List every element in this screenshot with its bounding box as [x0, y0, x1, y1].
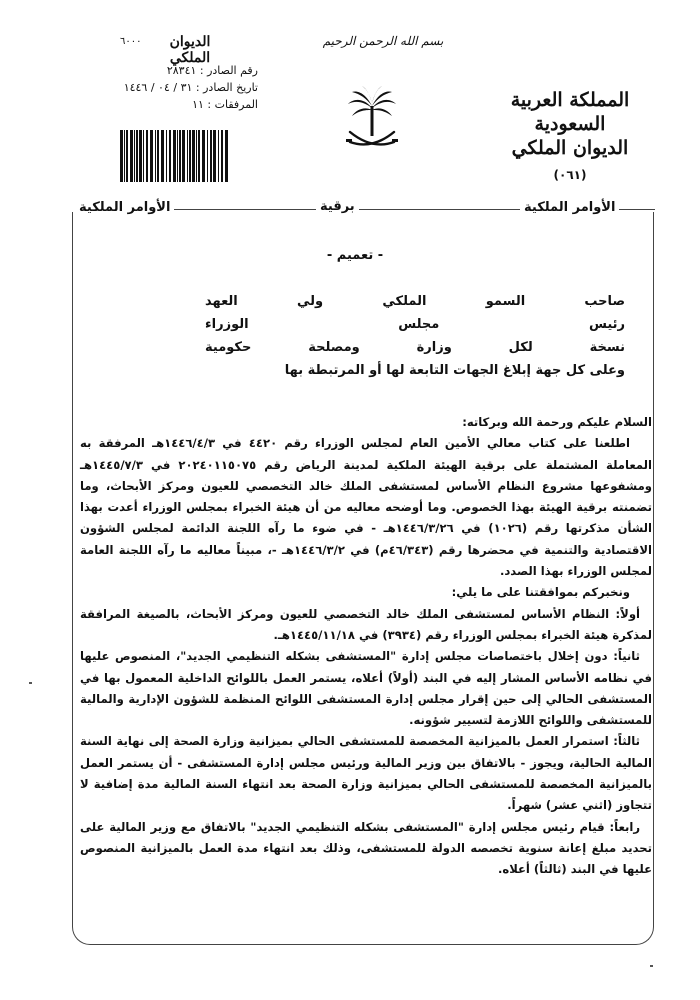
- office-code: (٠٦١): [553, 168, 587, 182]
- top-number: ٦٠٠٠: [120, 36, 142, 47]
- outgoing-date: تاريخ الصادر : ٣١ / ٠٤ / ١٤٤٦: [123, 81, 258, 94]
- recipient-line: وعلى كل جهة إبلاغ الجهات التابعة لها أو المرتبطة بها: [284, 363, 625, 378]
- saudi-emblem-icon: [342, 84, 402, 154]
- recipient-line: نسخة لكل وزارة ومصلحة حكومية: [205, 340, 625, 355]
- scan-mark: [650, 965, 653, 967]
- letter-body: [80, 412, 652, 881]
- document-meta: [118, 62, 258, 113]
- clause-4: رابعاً: قيام رئيس مجلس إدارة "المستشفى بشكله التنظيمي الجديد" بالاتفاق مع وزير المالية على تحديد مبلغ إعانة سنوية تخصصه الدولة للمستشفى، وذلك بعد انتهاء مدة العمل بالميزانية المنصوص عليها في البند (ثالثاً) أعلاه.: [80, 819, 652, 877]
- greeting: السلام عليكم ورحمة الله وبركاته:: [462, 415, 652, 429]
- clause-2: ثانياً: دون إخلال باختصاصات مجلس إدارة "المستشفى بشكله التنظيمي الجديد"، المنصوص عليها في نظامه الأساس المشار إليه في البند (أولاً) أعلاه، يستمر العمل باللوائح الداخلية المعمول بها في المستشفى الحالي إلى حين إقرار مجلس إدارة المستشفى اللوائح المنظمة للشؤون الإدارية والمالية للمستشفى واللوائح اللازمة لتسيير شؤونه.: [80, 649, 652, 728]
- recipient-line: رئيس مجلس الوزراء: [205, 317, 625, 332]
- recipients-block: [205, 290, 625, 382]
- royal-court-seal-text: الديوان الملكي: [169, 34, 211, 66]
- attachments-count: المرفقات : ١١: [192, 98, 258, 111]
- scan-mark: [29, 682, 32, 684]
- barcode-icon: [120, 130, 230, 182]
- banner-telegram-text: برقية: [316, 199, 359, 214]
- banner-left-text: الأوامر الملكية: [75, 200, 174, 215]
- kingdom-header: [495, 88, 645, 182]
- kingdom-name: المملكة العربية السعودية: [510, 89, 630, 135]
- royal-court-name: الديوان الملكي: [511, 137, 629, 159]
- circular-title: - تعميم -: [326, 248, 384, 263]
- basmala: بسم الله الرحمن الرحيم: [322, 34, 444, 48]
- paragraph-2: ونخبركم بموافقتنا على ما يلي:: [451, 585, 630, 600]
- banner-right-text: الأوامر الملكية: [520, 200, 619, 215]
- paragraph-1: اطلعنا على كتاب معالي الأمين العام لمجلس الوزراء رقم ٤٤٢٠ في ١٤٤٦/٤/٣هـ المرفقة به المعاملة المشتملة على برقية الهيئة الملكية لمدينة الرياض رقم ٢٠٢٤٠١١٥٠٧٥ في ١٤٤٥/٧/٣هـ ومشفوعها مشروع النظام الأساس لمستشفى الملك خالد التخصصي للعيون ومركز الأبحاث، وما تضمنته برقية الهيئة بهذا الخصوص. وما أوضحه معاليه من أن هيئة الخبراء بمجلس الوزراء أعدت بهذا الشأن مذكرتها رقم (١٠٢٦) في ١٤٤٦/٣/٢٦هـ - في ضوء ما رآه اللجنة الدائمة لمجلس الشؤون الاقتصادية والتنمية في محضرها رقم (٤٦/٣٤٣م) في ١٤٤٦/٣/٢هـ -، مبيناً معاليه ما رآه اللجنة العامة لمجلس الوزراء بهذا الصدد.: [80, 436, 652, 579]
- clause-3: ثالثاً: استمرار العمل بالميزانية المخصصة للمستشفى الحالي بميزانية وزارة الصحة إلى نهاية السنة المالية الحالية، ويجوز - بالاتفاق بين وزير المالية ورئيس مجلس إدارة المستشفى - أن يستمر العمل بالميزانية المخصصة للمستشفى الحالي بميزانية وزارة الصحة بعد انتهاء السنة المالية مدة إضافية لا تتجاوز (اثني عشر) شهراً.: [80, 734, 652, 813]
- clause-1: أولاً: النظام الأساس لمستشفى الملك خالد التخصصي للعيون ومركز الأبحاث، بالصيغة المرافقة لمذكرة هيئة الخبراء بمجلس الوزراء رقم (٣٩٣٤) في ١٤٤٥/١١/١٨هـ.: [80, 606, 652, 642]
- outgoing-number: رقم الصادر : ٢٨٣٤١: [166, 64, 258, 77]
- recipient-line: صاحب السمو الملكي ولي العهد: [205, 294, 625, 309]
